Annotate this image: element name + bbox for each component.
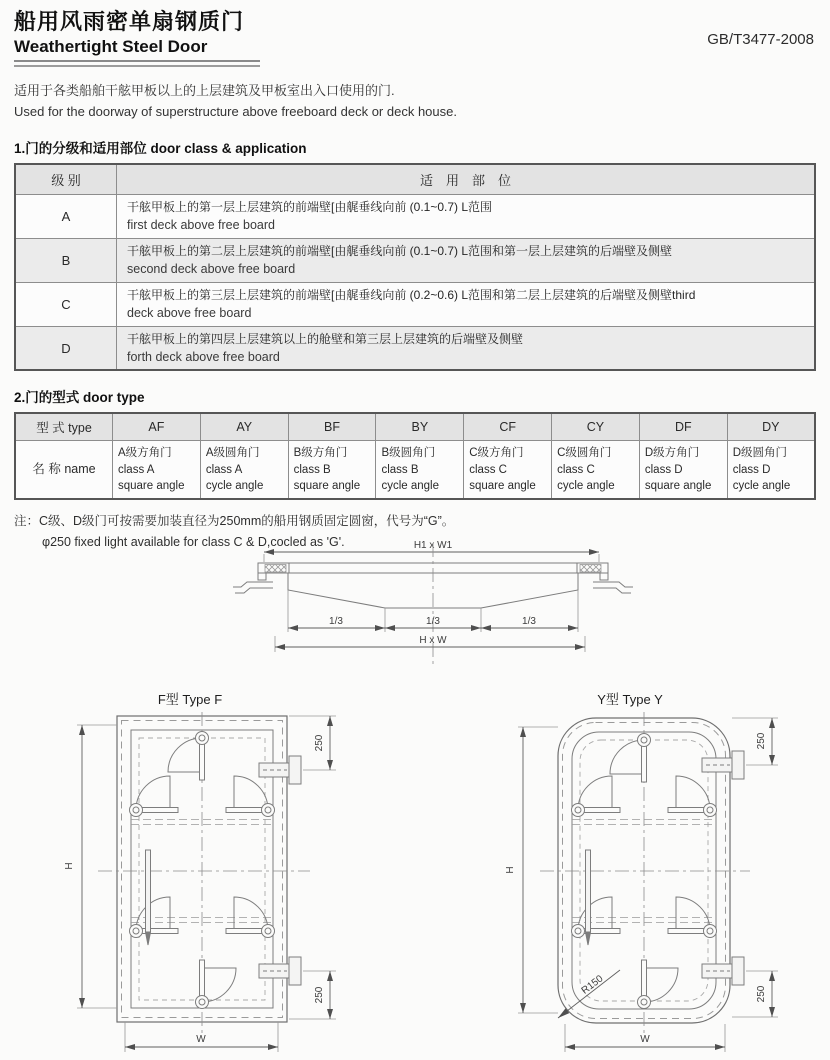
type-y-drawing (470, 688, 810, 1060)
radius-callout (558, 970, 620, 1018)
page-title-en: Weathertight Steel Door (14, 36, 208, 56)
type-name-zh: D级方角门 (644, 447, 700, 460)
type-name-zh: D级圆角门 (732, 447, 787, 460)
table-row-d (15, 326, 815, 370)
dim-label-w: W (640, 1034, 650, 1045)
application-zh: 干舷甲板上的第二层上层建筑的前端壁[由艉垂线向前 (0.1~0.7) L范围和第一层上层建筑的后端壁及侧壁 (127, 244, 673, 259)
door-type-table (14, 412, 816, 500)
handle-rod (586, 850, 591, 945)
dim-label-radius: R150 (579, 973, 606, 997)
dim-label-third: 1/3 (426, 616, 440, 627)
dog-clip (610, 734, 651, 783)
type-code: DF (639, 413, 727, 441)
type-name-class: class A (118, 463, 155, 476)
dog-clip (668, 776, 717, 817)
section2-heading: 2.门的型式 door type (14, 390, 145, 406)
type-code: AY (200, 413, 288, 441)
dim-label-250: 250 (756, 985, 767, 1003)
intro-en: Used for the doorway of superstructure above freeboard deck or deck house. (14, 103, 457, 119)
type-label-cell: 型 式 type (15, 413, 113, 441)
hinge (259, 957, 301, 985)
width-dimension (125, 1022, 278, 1052)
type-name-cell (639, 441, 727, 499)
note-en: φ250 fixed light available for class C & D,cocled as 'G'. (42, 534, 345, 549)
type-name-angle: square angle (293, 480, 361, 493)
door-class-cell: D (15, 326, 117, 370)
type-name-cell (727, 441, 815, 499)
type-name-cell (464, 441, 552, 499)
gasket-hatch (580, 565, 601, 573)
clear-dimension (275, 635, 585, 652)
type-name-class: class A (205, 463, 243, 476)
application-zh: 干舷甲板上的第四层上层建筑以上的舱壁和第三层上层建筑的后端壁及侧壁 (127, 331, 524, 346)
type-name-angle: cycle angle (381, 480, 439, 493)
dog-clip (168, 732, 209, 781)
intro-zh: 适用于各类船舶干舷甲板以上的上层建筑及甲板室出入口使用的门. (14, 82, 395, 98)
type-name-cell (200, 441, 288, 499)
type-name-class: class D (732, 463, 771, 476)
door-class-cell: A (15, 195, 117, 239)
door-class-header-row (15, 164, 815, 195)
type-name-cell (552, 441, 640, 499)
type-f-label: F型 Type F (157, 692, 223, 707)
door-type-header-row (15, 413, 815, 441)
dog-clip (226, 776, 275, 817)
dim-label-w: W (196, 1034, 206, 1045)
type-code: DY (727, 413, 815, 441)
type-code: CY (552, 413, 640, 441)
type-name-angle: cycle angle (205, 480, 264, 493)
handle-rod (146, 850, 151, 945)
type-name-angle: square angle (469, 480, 536, 493)
height-dimension (505, 727, 558, 1013)
title-underline (14, 60, 260, 67)
type-name-zh: C级圆角门 (557, 447, 612, 460)
type-name-cell (288, 441, 376, 499)
type-name-class: class C (557, 463, 595, 476)
dim-label-250: 250 (314, 734, 325, 752)
table-row-b (15, 239, 815, 283)
type-name-zh: B级方角门 (293, 447, 348, 460)
type-y-label: Y型 Type Y (597, 692, 663, 707)
application-zh: 干舷甲板上的第一层上层建筑的前端壁[由艉垂线向前 (0.1~0.7) L范围 (127, 200, 493, 215)
type-f-drawing (60, 688, 370, 1060)
type-code: BF (288, 413, 376, 441)
application-en: first deck above free board (127, 218, 275, 233)
dim-label-clear: H x W (419, 635, 447, 646)
type-code: BY (376, 413, 464, 441)
type-name-zh: B级圆角门 (381, 447, 436, 460)
dim-label-third: 1/3 (329, 616, 343, 627)
section1-heading: 1.门的分级和适用部位 door class & application (14, 141, 307, 157)
dim-label-250: 250 (314, 986, 325, 1004)
application-en: second deck above free board (127, 262, 296, 277)
type-name-zh: C级方角门 (469, 447, 524, 460)
type-code: CF (464, 413, 552, 441)
dim-label-250: 250 (756, 732, 767, 750)
application-en: forth deck above free board (127, 349, 280, 364)
dog-clip (130, 776, 179, 817)
table-row-a (15, 195, 815, 239)
dog-clip (572, 776, 621, 817)
type-code: AF (113, 413, 201, 441)
overall-dimension (264, 540, 599, 562)
standard-number: GB/T3477-2008 (707, 31, 814, 48)
col-header-class: 级 别 (15, 164, 117, 195)
type-name-cell (376, 441, 464, 499)
note-zh: 注：C级、D级门可按需要加装直径为250mm的船用钢质固定圆窗，代号为“G”。 (14, 514, 455, 529)
dim-label-overall: H1 x W1 (413, 540, 453, 551)
type-name-zh: A级圆角门 (205, 447, 260, 460)
section-view-drawing (233, 540, 653, 672)
table-row-c (15, 282, 815, 326)
gasket-hatch (265, 565, 286, 573)
application-zh: 干舷甲板上的第三层上层建筑的前端壁[由艉垂线向前 (0.2~0.6) L范围和第二层上层建筑的后端壁及侧壁third (127, 287, 696, 302)
dim-label-h: H (505, 866, 516, 874)
type-name-class: class B (381, 463, 419, 476)
type-name-class: class D (644, 463, 683, 476)
type-name-angle: square angle (118, 480, 185, 493)
type-name-angle: square angle (644, 480, 712, 493)
page-title-zh: 船用风雨密单扇钢质门 (14, 9, 245, 34)
type-name-class: class C (469, 463, 507, 476)
dog-clip (196, 960, 237, 1009)
col-header-application: 适 用 部 位 (117, 164, 816, 195)
dim-label-third: 1/3 (522, 616, 536, 627)
door-class-cell: C (15, 282, 117, 326)
type-name-zh: A级方角门 (118, 447, 172, 460)
application-en: deck above free board (127, 305, 252, 320)
name-label-cell: 名 称 name (15, 441, 113, 499)
door-class-cell: B (15, 239, 117, 283)
door-type-name-row (15, 441, 815, 499)
dim-label-h: H (64, 862, 75, 870)
type-name-angle: cycle angle (557, 480, 615, 493)
door-class-table (14, 163, 816, 371)
height-dimension (64, 725, 117, 1008)
hinge (702, 751, 744, 779)
type-name-class: class B (293, 463, 331, 476)
type-name-angle: cycle angle (732, 480, 791, 493)
intro-block (14, 80, 816, 123)
type-name-cell (113, 441, 201, 499)
width-dimension (565, 1024, 725, 1052)
